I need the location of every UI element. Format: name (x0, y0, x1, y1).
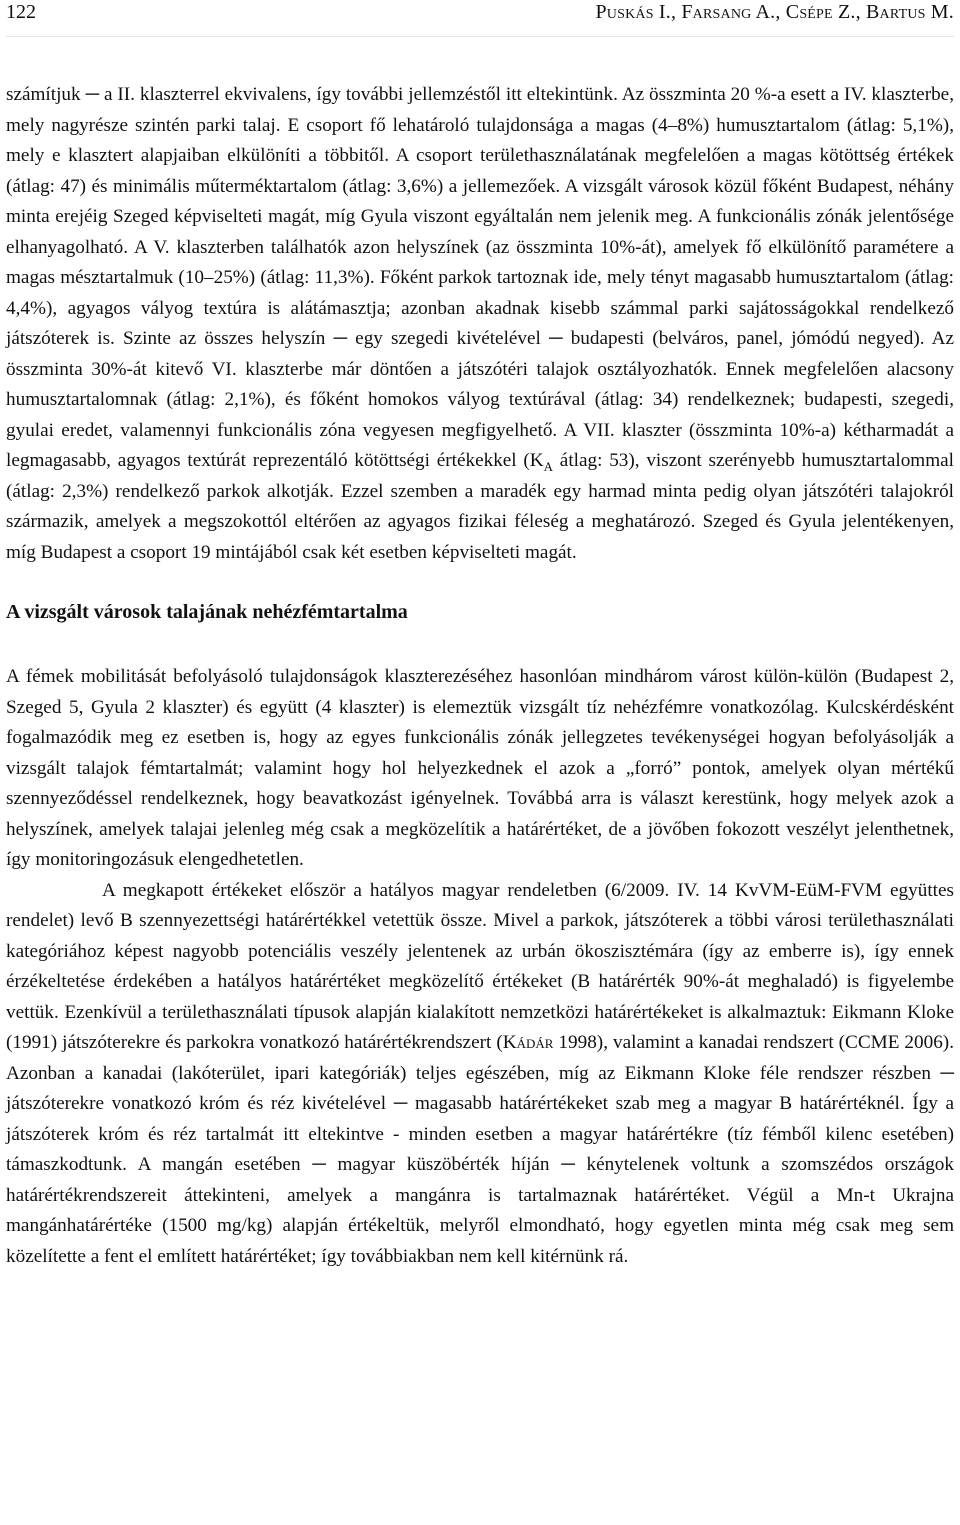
paragraph-limit-values-part-2: 1998), valamint a kanadai rendszert (CCME 2006). Azonban a kanadai (lakóterület, ipari kategóriák) teljes egészében, míg az Eikmann Kloke féle rendszer részben ─ játszóterekre vonatkozó króm és réz kivételével ─ magasabb határértékeket szab meg a magyar B határértéknél. Így a játszóterek króm és réz tartalmát itt eltekintve - minden esetben a magyar határértékre (tíz fémből kilenc esetében) támaszkodtunk. A mangán esetében ─ magyar küszöbérték híján ─ kénytelenek voltunk a szomszédos országok határértékrendszereit áttekinteni, amelyek a mangánra is tartalmaznak határértéket. Végül a Mn-t Ukrajna mangánhatárértéke (1500 mg/kg) alapján értékeltük, melyről elmondható, hogy egyetlen minta még csak meg sem közelítette a fent el említett határértéket; így továbbiakban nem kell kitérnünk rá. (6, 1032, 954, 1267)
citation-author: Kádár (502, 1032, 554, 1053)
paragraph-limit-values-part-1: A megkapott értékeket először a hatályos magyar rendeletben (6/2009. IV. 14 KvVM-EüM-FVM együttes rendelet) levő B szennyezettségi határértékkel vetettük össze. Mivel a parkok, játszóterek a többi városi területhasználati kategóriához képest nagyobb potenciális veszély jelentenek az urbán ökoszisztémára (így az emberre is), így ennek érzékeltetése érdekében a hatályos határértéket megközelítő értékeket (B határérték 90%-át meghaladó) is figyelembe vettük. Ezenkívül a területhasználati típusok alapján kialakított nemzetközi határértékeket is alkalmaztuk: Eikmann Kloke (1991) játszóterekre és parkokra vonatkozó határértékrendszert ( (6, 879, 954, 1053)
running-header-authors: Puskás I., Farsang A., Csépe Z., Bartus M. (595, 1, 954, 23)
paragraph-clusters-part-1: számítjuk ─ a II. klaszterrel ekvivalens, így további jellemzéstől itt eltekintünk. Az összminta 20 %-a esett a IV. klaszterbe, mely nagyrésze szintén parki talaj. E csoport fő lehatároló tulajdonsága a magas (4–8%) humusztartalom (átlag: 5,1%), mely e klasztert alapjaiban elkülöníti a többitől. A csoport területhasználatának megfelelően a magas kötöttség értékek (átlag: 47) és minimális műterméktartalom (átlag: 3,6%) a jellemezőek. A vizsgált városok közül főként Budapest, néhány minta erejéig Szeged képviselteti magát, míg Gyula viszont egyáltalán nem jelenik meg. A funkcionális zónák jelentősége elhanyagolható. A V. klaszterben találhatók azon helyszínek (az összminta 10%-át), amelyek fő elkülönítő paramétere a magas mésztartalmuk (10–25%) (átlag: 11,3%). Főként parkok tartoznak ide, mely tényt magasabb humusztartalom (átlag: 4,4%), agyagos vályog textúra is alátámasztja; azonban akadnak kisebb számmal parki sajátosságokkal rendelkező játszóterek is. Szinte az összes helyszín ─ egy szegedi kivételével ─ budapesti (belváros, panel, jómódú negyed). Az összminta 30%-át kitevő VI. klaszterbe már döntően a játszótéri talajok osztályozhatók. Ennek megfelelően alacsony humusztartalomnak (átlag: 2,1%), és főként homokos vályog textúrával (átlag: 34) rendelkeznek; budapesti, szegedi, gyulai eredet, valamennyi funkcionális zóna vegyesen megfigyelhető. A VII. klaszter (összminta 10%-a) kétharmadát a legmagasabb, agyagos textúrát reprezentáló kötöttségi értékekkel (K (6, 84, 954, 471)
section-heading: A vizsgált városok talajának nehézfémtartalma (6, 601, 408, 623)
paragraph-heavy-metals: A fémek mobilitását befolyásoló tulajdonságok klaszterezéséhez hasonlóan mindhárom várost külön-külön (Budapest 2, Szeged 5, Gyula 2 klaszter) és együtt (4 klaszter) is elemeztük vizsgált tíz nehézfémre vonatkozólag. Kulcskérdésként fogalmazódik meg ez esetben is, hogy az egyes funkcionális zónák jellegzetes tevékenységei hogyan befolyásolják a vizsgált talajok fémtartalmát; valamint hogy hol helyezkednek el azok a „forró” pontok, amelyek olyan mértékű szennyeződéssel rendelkeznek, hogy beavatkozást igényelnek. Továbbá arra is választ kerestünk, hogy melyek azok a helyszínek, amelyek talajai jelenleg még csak a megközelítik a határértéket, de a jövőben fokozott veszélyt jelenthetnek, így monitoringozásuk elengedhetetlen. (6, 666, 954, 870)
running-header (6, 0, 954, 44)
article-body (6, 80, 954, 1272)
paragraph-limit-values (6, 876, 954, 1273)
ka-subscript: A (543, 458, 554, 474)
paragraph-clusters-part-2: átlag: 53), viszont szerényebb humusztartalommal (átlag: 2,3%) rendelkező parkok alkotják. Ezzel szemben a maradék egy harmad minta pedig olyan játszótéri talajokról származik, amelyek a megszokottól eltérően az agyagos fizikai féleség a meghatározó. Szeged és Gyula jelentékenyen, míg Budapest a csoport 19 mintájából csak két esetben képviselteti magát. (6, 450, 954, 563)
paragraph-clusters (6, 80, 954, 568)
page-number: 122 (6, 1, 36, 23)
header-divider (6, 36, 954, 37)
